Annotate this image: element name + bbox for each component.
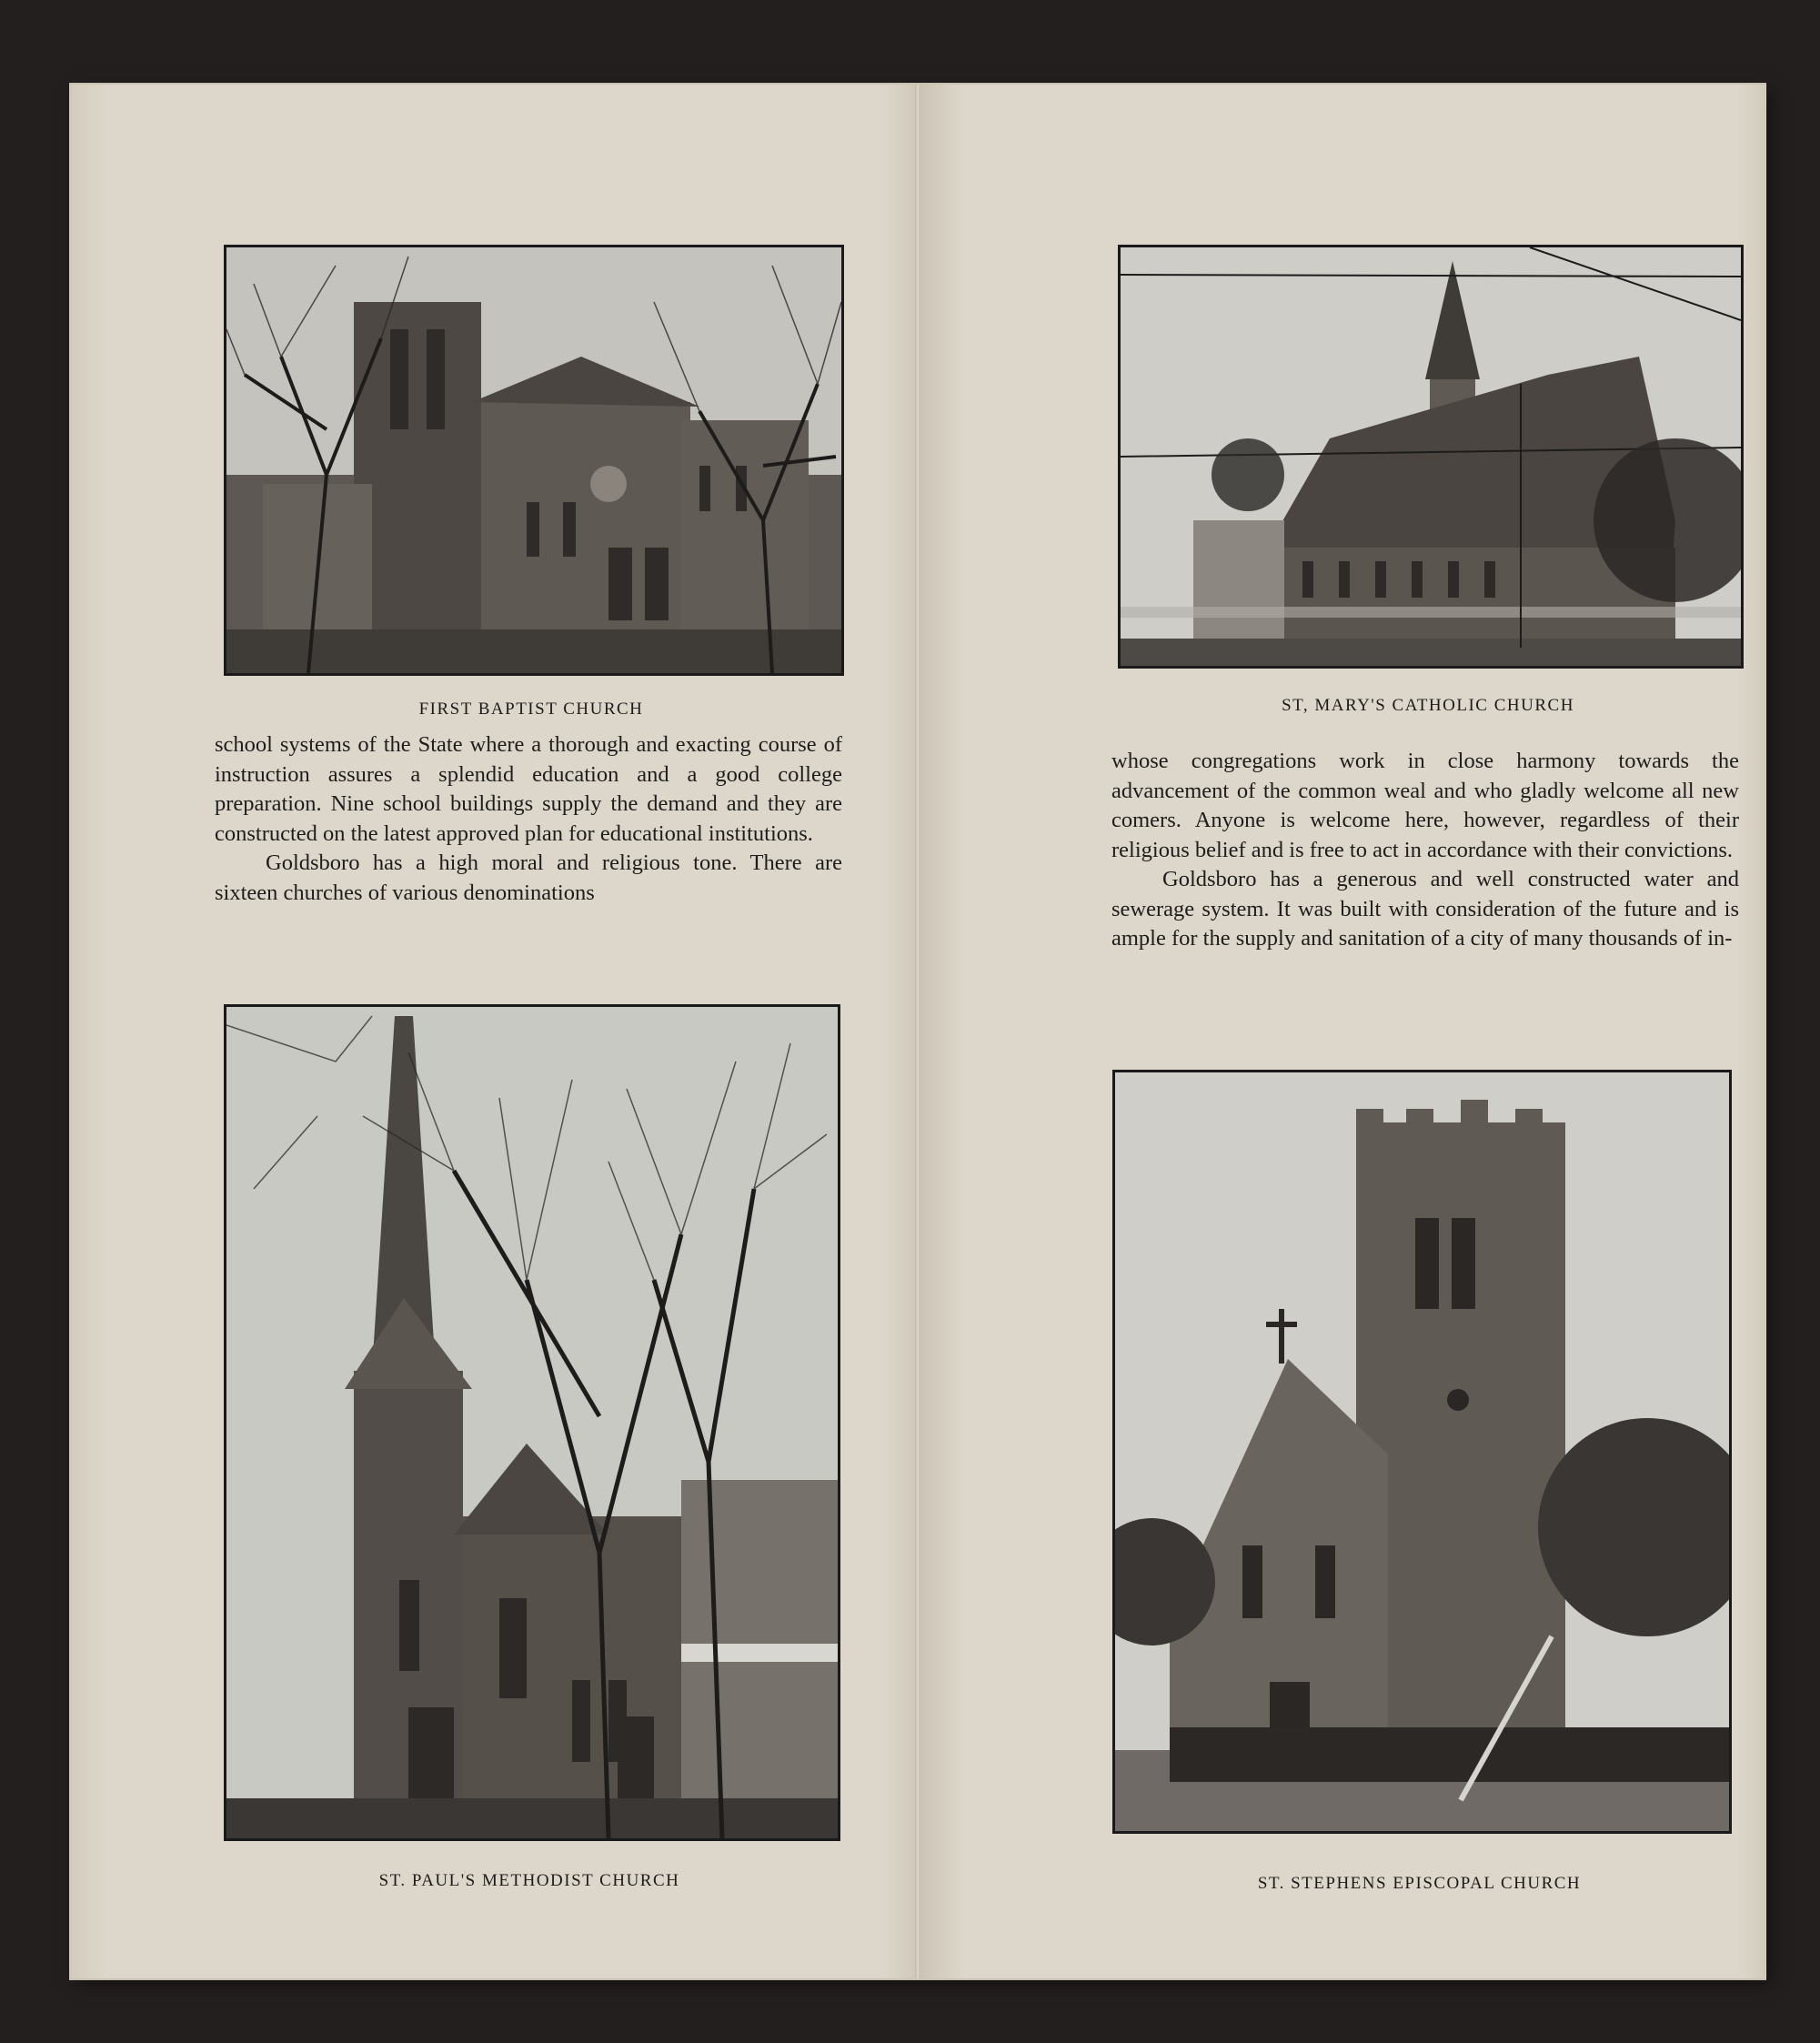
right-paragraph-1: whose congregations work in close harmony towards the advancement of the common weal and who gladly welcome all new comers. Anyone is welcome here, however, regardless of their religious belief and is free to act in accordance with their convictions.: [1111, 749, 1739, 862]
st-stephens-episcopal-church-photo: [1112, 1070, 1732, 1834]
right-paragraph-2: Goldsboro has a generous and well constructed water and sewerage system. It was built with consideration of the future and is ample for the supply and sanitation of a city of many thousands of in-: [1111, 867, 1739, 951]
st-marys-catholic-church-photo: [1118, 245, 1744, 669]
right-page: [919, 85, 1765, 1978]
left-paragraph-2: Goldsboro has a high moral and religious tone. There are sixteen churches of various denominations: [215, 850, 842, 905]
left-page: [71, 85, 919, 1978]
first-baptist-church-photo: [224, 245, 844, 676]
st-stephens-episcopal-church-caption: ST. STEPHENS EPISCOPAL CHURCH: [1257, 1874, 1582, 1893]
first-baptist-church-caption: FIRST BAPTIST CHURCH: [418, 699, 644, 719]
st-pauls-methodist-church-caption: ST. PAUL'S METHODIST CHURCH: [378, 1871, 680, 1890]
st-pauls-methodist-church-photo: [224, 1004, 840, 1841]
left-paragraph-1: school systems of the State where a thorough and exacting course of instruction assures a splendid education and a good college preparation. Nine school buildings supply the demand and they are constructed on the latest approved plan for educational institutions.: [215, 732, 842, 846]
left-body-text: [215, 730, 842, 908]
right-body-text: [1111, 747, 1739, 954]
st-marys-catholic-church-caption: ST, MARY'S CATHOLIC CHURCH: [1282, 696, 1574, 715]
booklet-spread: [71, 85, 1765, 1978]
